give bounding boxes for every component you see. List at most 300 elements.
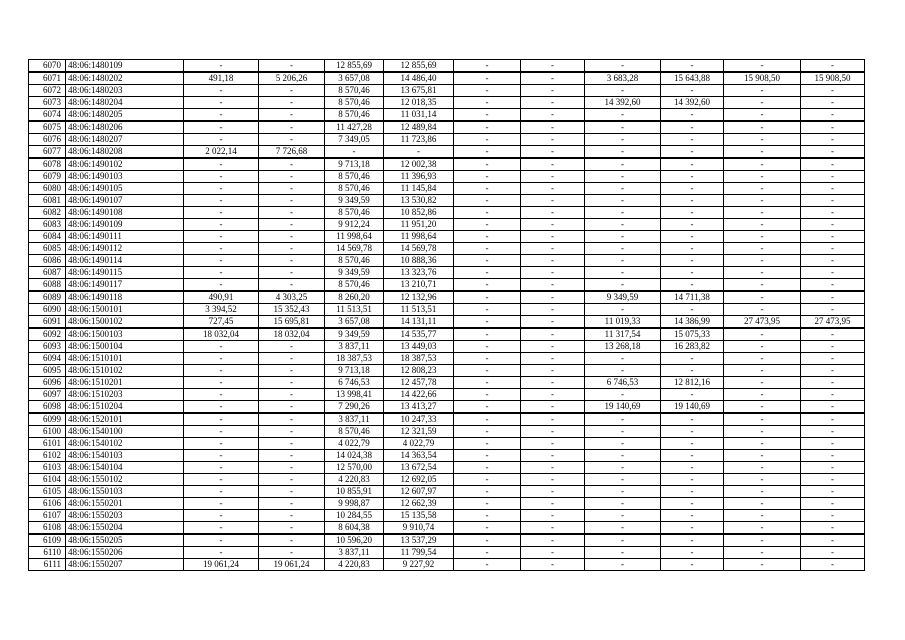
cadastral-number-cell: 48:06:1490118 (66, 291, 184, 304)
cadastral-number-cell: 48:06:1500102 (66, 316, 184, 329)
row-number-cell: 6073 (29, 97, 66, 109)
table-row (29, 316, 865, 329)
value-cell: - (454, 341, 521, 353)
value-cell: - (801, 328, 865, 341)
value-cell: - (801, 231, 865, 243)
value-cell: 15 135,58 (384, 510, 454, 522)
table-row (29, 243, 865, 255)
value-cell: - (801, 559, 865, 571)
value-cell: - (521, 365, 585, 377)
table-row (29, 401, 865, 414)
row-number-cell: 6104 (29, 474, 66, 486)
value-cell: - (184, 231, 259, 243)
value-cell: - (259, 109, 325, 122)
value-cell: - (661, 219, 724, 231)
table-row (29, 389, 865, 401)
value-cell: - (661, 85, 724, 97)
value-cell: 11 723,86 (384, 134, 454, 146)
value-cell: - (454, 304, 521, 316)
value-cell: - (801, 207, 865, 219)
value-cell: 12 132,96 (384, 291, 454, 304)
row-number-cell: 6072 (29, 85, 66, 97)
value-cell: - (521, 547, 585, 559)
value-cell: - (585, 207, 661, 219)
row-number-cell: 6095 (29, 365, 66, 377)
value-cell: - (661, 389, 724, 401)
table-row (29, 146, 865, 159)
value-cell: - (454, 219, 521, 231)
value-cell: - (454, 231, 521, 243)
value-cell: 12 457,78 (384, 377, 454, 389)
table-row (29, 267, 865, 279)
value-cell: - (259, 267, 325, 279)
value-cell: 8 570,46 (325, 85, 384, 97)
value-cell: - (454, 134, 521, 146)
value-cell: 14 386,99 (661, 316, 724, 329)
value-cell: 7 290,26 (325, 401, 384, 414)
value-cell: - (585, 279, 661, 292)
cadastral-number-cell: 48:06:1510201 (66, 377, 184, 389)
value-cell: 11 031,14 (384, 109, 454, 122)
row-number-cell: 6084 (29, 231, 66, 243)
value-cell: - (801, 438, 865, 450)
value-cell: 8 570,46 (325, 279, 384, 292)
cadastral-number-cell: 48:06:1520101 (66, 413, 184, 426)
row-number-cell: 6105 (29, 486, 66, 498)
value-cell: - (521, 353, 585, 365)
value-cell: - (724, 158, 801, 171)
value-cell: 16 283,82 (661, 341, 724, 353)
cadastral-number-cell: 48:06:1550207 (66, 559, 184, 571)
value-cell: - (184, 486, 259, 498)
value-cell: - (384, 146, 454, 159)
value-cell: 8 570,46 (325, 97, 384, 109)
value-cell: - (454, 146, 521, 159)
row-number-cell: 6094 (29, 353, 66, 365)
value-cell: - (259, 462, 325, 474)
value-cell: - (454, 413, 521, 426)
value-cell: - (184, 389, 259, 401)
value-cell: 13 323,76 (384, 267, 454, 279)
value-cell: 11 998,64 (325, 231, 384, 243)
value-cell: - (184, 377, 259, 389)
value-cell: 12 002,38 (384, 158, 454, 171)
value-cell: - (661, 146, 724, 159)
value-cell: - (661, 426, 724, 438)
value-cell: - (521, 377, 585, 389)
value-cell: - (454, 60, 521, 73)
row-number-cell: 6111 (29, 559, 66, 571)
value-cell: - (724, 255, 801, 267)
value-cell: - (184, 522, 259, 535)
value-cell: - (585, 498, 661, 510)
cadastral-number-cell: 48:06:1480203 (66, 85, 184, 97)
cadastral-number-cell: 48:06:1510101 (66, 353, 184, 365)
value-cell: - (259, 60, 325, 73)
row-number-cell: 6071 (29, 72, 66, 85)
table-row (29, 377, 865, 389)
value-cell: - (259, 158, 325, 171)
value-cell: 13 672,54 (384, 462, 454, 474)
value-cell: 14 569,78 (384, 243, 454, 255)
value-cell: - (454, 547, 521, 559)
value-cell: 19 140,69 (661, 401, 724, 414)
value-cell: - (661, 353, 724, 365)
value-cell: - (521, 60, 585, 73)
value-cell: 10 888,36 (384, 255, 454, 267)
value-cell: - (184, 438, 259, 450)
cadastral-number-cell: 48:06:1550102 (66, 474, 184, 486)
value-cell: - (184, 60, 259, 73)
value-cell: - (454, 559, 521, 571)
value-cell: - (454, 365, 521, 377)
value-cell: - (259, 401, 325, 414)
value-cell: - (521, 121, 585, 134)
value-cell: - (454, 121, 521, 134)
value-cell: - (259, 231, 325, 243)
value-cell: - (724, 377, 801, 389)
row-number-cell: 6100 (29, 426, 66, 438)
value-cell: - (801, 534, 865, 547)
cadastral-number-cell: 48:06:1490102 (66, 158, 184, 171)
value-cell: 10 247,33 (384, 413, 454, 426)
value-cell: - (801, 121, 865, 134)
value-cell: - (259, 547, 325, 559)
cadastral-number-cell: 48:06:1490103 (66, 171, 184, 183)
value-cell: - (184, 413, 259, 426)
value-cell: - (521, 328, 585, 341)
row-number-cell: 6110 (29, 547, 66, 559)
value-cell: - (585, 462, 661, 474)
value-cell: - (661, 60, 724, 73)
cadastral-number-cell: 48:06:1480202 (66, 72, 184, 85)
value-cell: - (521, 389, 585, 401)
value-cell: - (724, 121, 801, 134)
value-cell: 15 075,33 (661, 328, 724, 341)
value-cell: 3 657,08 (325, 72, 384, 85)
value-cell: - (585, 389, 661, 401)
value-cell: - (661, 438, 724, 450)
value-cell: - (724, 498, 801, 510)
cadastral-number-cell: 48:06:1480109 (66, 60, 184, 73)
value-cell: 11 019,33 (585, 316, 661, 329)
value-cell: - (521, 219, 585, 231)
cadastral-number-cell: 48:06:1490109 (66, 219, 184, 231)
cadastral-number-cell: 48:06:1500101 (66, 304, 184, 316)
value-cell: - (724, 291, 801, 304)
value-cell: - (801, 171, 865, 183)
value-cell: - (521, 426, 585, 438)
value-cell: 3 837,11 (325, 413, 384, 426)
cadastral-number-cell: 48:06:1500104 (66, 341, 184, 353)
value-cell: - (585, 426, 661, 438)
value-cell: - (521, 267, 585, 279)
row-number-cell: 6085 (29, 243, 66, 255)
value-cell: - (454, 171, 521, 183)
value-cell: - (724, 547, 801, 559)
value-cell: - (585, 438, 661, 450)
table-row (29, 158, 865, 171)
value-cell: - (454, 486, 521, 498)
value-cell: - (724, 426, 801, 438)
value-cell: 14 392,60 (661, 97, 724, 109)
value-cell: - (184, 219, 259, 231)
value-cell: 10 596,20 (325, 534, 384, 547)
value-cell: - (454, 279, 521, 292)
value-cell: 10 855,91 (325, 486, 384, 498)
value-cell: 9 349,59 (585, 291, 661, 304)
value-cell: - (454, 328, 521, 341)
value-cell: - (661, 183, 724, 195)
row-number-cell: 6083 (29, 219, 66, 231)
value-cell: - (454, 158, 521, 171)
value-cell: 15 908,50 (724, 72, 801, 85)
value-cell: - (585, 413, 661, 426)
table-row (29, 413, 865, 426)
value-cell: - (184, 195, 259, 207)
value-cell: - (661, 450, 724, 462)
value-cell: 14 363,54 (384, 450, 454, 462)
table-row (29, 72, 865, 85)
value-cell: 12 570,00 (325, 462, 384, 474)
cadastral-number-cell: 48:06:1490117 (66, 279, 184, 292)
value-cell: - (259, 534, 325, 547)
value-cell: - (585, 522, 661, 535)
value-cell: - (454, 426, 521, 438)
value-cell: 13 675,81 (384, 85, 454, 97)
value-cell: - (184, 462, 259, 474)
value-cell: - (521, 171, 585, 183)
value-cell: - (521, 85, 585, 97)
value-cell: - (724, 267, 801, 279)
value-cell: 10 284,55 (325, 510, 384, 522)
value-cell: 19 061,24 (259, 559, 325, 571)
value-cell: - (801, 377, 865, 389)
value-cell: - (184, 109, 259, 122)
value-cell: - (724, 450, 801, 462)
value-cell: 11 513,51 (384, 304, 454, 316)
value-cell: 15 908,50 (801, 72, 865, 85)
table-row (29, 353, 865, 365)
value-cell: - (259, 486, 325, 498)
value-cell: - (184, 171, 259, 183)
value-cell: - (661, 486, 724, 498)
value-cell: 18 032,04 (259, 328, 325, 341)
row-number-cell: 6090 (29, 304, 66, 316)
value-cell: - (521, 498, 585, 510)
cadastral-number-cell: 48:06:1540103 (66, 450, 184, 462)
value-cell: - (521, 534, 585, 547)
value-cell: - (585, 195, 661, 207)
value-cell: - (724, 195, 801, 207)
value-cell: - (521, 243, 585, 255)
cadastral-number-cell: 48:06:1540100 (66, 426, 184, 438)
value-cell: - (184, 243, 259, 255)
row-number-cell: 6098 (29, 401, 66, 414)
value-cell: 9 713,18 (325, 158, 384, 171)
value-cell: - (801, 146, 865, 159)
value-cell: 11 513,51 (325, 304, 384, 316)
value-cell: 8 570,46 (325, 207, 384, 219)
value-cell: - (801, 462, 865, 474)
value-cell: - (184, 426, 259, 438)
value-cell: - (724, 328, 801, 341)
value-cell: - (259, 171, 325, 183)
value-cell: - (521, 304, 585, 316)
value-cell: - (454, 389, 521, 401)
value-cell: - (521, 341, 585, 353)
value-cell: - (521, 522, 585, 535)
table-row (29, 60, 865, 73)
cadastral-number-cell: 48:06:1510203 (66, 389, 184, 401)
value-cell: 9 713,18 (325, 365, 384, 377)
cadastral-number-cell: 48:06:1490107 (66, 195, 184, 207)
table-row (29, 183, 865, 195)
value-cell: - (724, 474, 801, 486)
table-row (29, 231, 865, 243)
value-cell: - (184, 134, 259, 146)
value-cell: - (585, 510, 661, 522)
value-cell: - (259, 450, 325, 462)
value-cell: - (521, 146, 585, 159)
value-cell: - (454, 243, 521, 255)
value-cell: - (801, 510, 865, 522)
table-row (29, 109, 865, 122)
value-cell: - (184, 341, 259, 353)
value-cell: 13 268,18 (585, 341, 661, 353)
value-cell: - (724, 231, 801, 243)
value-cell: - (259, 97, 325, 109)
table-row (29, 328, 865, 341)
table-row (29, 522, 865, 535)
value-cell: - (724, 413, 801, 426)
value-cell: - (724, 304, 801, 316)
value-cell: - (585, 450, 661, 462)
value-cell: - (259, 183, 325, 195)
value-cell: 7 726,68 (259, 146, 325, 159)
value-cell: - (724, 353, 801, 365)
value-cell: 14 422,66 (384, 389, 454, 401)
value-cell: 19 140,69 (585, 401, 661, 414)
row-number-cell: 6074 (29, 109, 66, 122)
value-cell: - (801, 474, 865, 486)
value-cell: - (585, 255, 661, 267)
value-cell: 13 210,71 (384, 279, 454, 292)
value-cell: - (521, 231, 585, 243)
value-cell: - (801, 522, 865, 535)
value-cell: - (184, 401, 259, 414)
cadastral-number-cell: 48:06:1490111 (66, 231, 184, 243)
row-number-cell: 6109 (29, 534, 66, 547)
value-cell: 14 131,11 (384, 316, 454, 329)
value-cell: - (724, 462, 801, 474)
value-cell: - (521, 109, 585, 122)
value-cell: 13 413,27 (384, 401, 454, 414)
row-number-cell: 6075 (29, 121, 66, 134)
cadastral-number-cell: 48:06:1550205 (66, 534, 184, 547)
value-cell: - (801, 109, 865, 122)
value-cell: - (585, 267, 661, 279)
value-cell: - (259, 341, 325, 353)
value-cell: - (521, 413, 585, 426)
cadastral-number-cell: 48:06:1490108 (66, 207, 184, 219)
cadastral-number-cell: 48:06:1480206 (66, 121, 184, 134)
value-cell: - (661, 498, 724, 510)
value-cell: - (454, 534, 521, 547)
value-cell: - (184, 510, 259, 522)
value-cell: 9 349,59 (325, 195, 384, 207)
value-cell: - (454, 267, 521, 279)
table-row (29, 365, 865, 377)
value-cell: 13 537,29 (384, 534, 454, 547)
cadastral-number-cell: 48:06:1480208 (66, 146, 184, 159)
value-cell: 3 394,52 (184, 304, 259, 316)
row-number-cell: 6099 (29, 413, 66, 426)
value-cell: - (585, 304, 661, 316)
value-cell: 4 220,83 (325, 474, 384, 486)
value-cell: - (259, 255, 325, 267)
value-cell: 18 387,53 (384, 353, 454, 365)
table-row (29, 438, 865, 450)
value-cell: 12 607,97 (384, 486, 454, 498)
value-cell: - (521, 72, 585, 85)
value-cell: 4 022,79 (325, 438, 384, 450)
value-cell: - (259, 438, 325, 450)
value-cell: - (259, 121, 325, 134)
value-cell: - (454, 183, 521, 195)
value-cell: - (521, 97, 585, 109)
value-cell: - (454, 72, 521, 85)
value-cell: - (724, 486, 801, 498)
table-row (29, 195, 865, 207)
row-number-cell: 6103 (29, 462, 66, 474)
value-cell: - (661, 462, 724, 474)
value-cell: 13 998,41 (325, 389, 384, 401)
value-cell: 8 570,46 (325, 426, 384, 438)
cadastral-number-cell: 48:06:1490105 (66, 183, 184, 195)
cadastral-number-cell: 48:06:1540104 (66, 462, 184, 474)
value-cell: - (801, 389, 865, 401)
value-cell: 14 535,77 (384, 328, 454, 341)
value-cell: - (661, 534, 724, 547)
value-cell: - (661, 207, 724, 219)
value-cell: - (661, 547, 724, 559)
value-cell: 3 657,08 (325, 316, 384, 329)
value-cell: 11 396,93 (384, 171, 454, 183)
value-cell: - (521, 255, 585, 267)
value-cell: - (184, 183, 259, 195)
value-cell: - (454, 207, 521, 219)
value-cell: - (724, 60, 801, 73)
value-cell: - (724, 279, 801, 292)
value-cell: 9 349,59 (325, 267, 384, 279)
value-cell: - (724, 146, 801, 159)
value-cell: - (184, 534, 259, 547)
value-cell: - (724, 522, 801, 535)
value-cell: - (661, 267, 724, 279)
row-number-cell: 6106 (29, 498, 66, 510)
value-cell: - (259, 413, 325, 426)
value-cell: - (585, 171, 661, 183)
value-cell: 14 392,60 (585, 97, 661, 109)
value-cell: - (259, 377, 325, 389)
value-cell: 2 022,14 (184, 146, 259, 159)
value-cell: - (724, 534, 801, 547)
value-cell: - (724, 97, 801, 109)
value-cell: 491,18 (184, 72, 259, 85)
value-cell: 12 662,39 (384, 498, 454, 510)
value-cell: - (801, 341, 865, 353)
